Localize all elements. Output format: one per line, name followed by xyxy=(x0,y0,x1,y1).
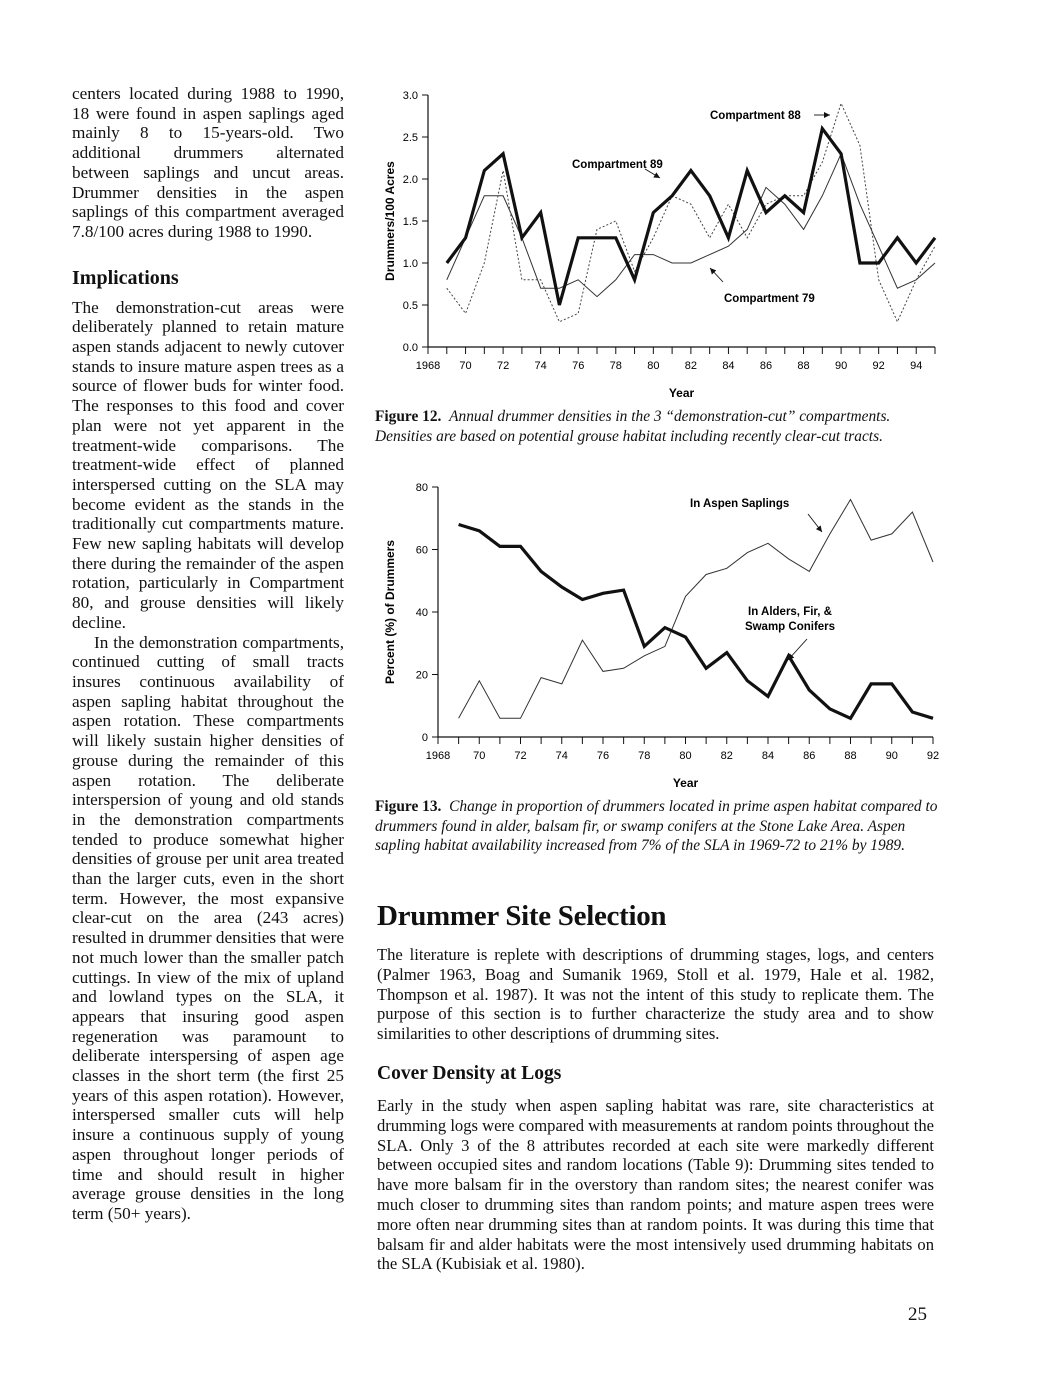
chart-annotation: Compartment 88 xyxy=(710,110,801,122)
x-tick-label: 80 xyxy=(679,750,692,762)
figure-label: Figure 12. xyxy=(375,408,442,425)
x-tick-label: 82 xyxy=(684,360,698,372)
x-axis-label: Year xyxy=(668,386,695,400)
figure-12-plot xyxy=(370,82,950,407)
series-line xyxy=(459,525,933,719)
x-tick-label: 92 xyxy=(872,360,885,372)
figure-12-chart xyxy=(370,82,950,407)
body-paragraph: In the demonstration compartments, continued cutting of small tracts insures continuous availability of aspen sapling habitat throughout the aspen rotation. These compartments will likely sustain higher densities of grouse during the remainder of this aspen rotation. The deliberate interspersion of young and old stands in the demonstration compartments tended to produce somewhat higher densities of grouse per unit area treated than the larger cuts, even in the short term. However, the most expansive clear-cut on the area (243 acres) resulted in drummer densities that were not much lower than the smaller patch cuttings. In view of the mix of upland and lowland types on the SLA, it appears that insuring good aspen regeneration was paramount to deliberate interspersing of aspen age classes in the short term (the first 25 years of this aspen rotation). However, interspersed smaller cuts will help insure a continuous supply of young aspen throughout longer periods of time and should result in higher average grouse densities in the long term (50+ years). xyxy=(72,632,344,1223)
x-tick-label: 1968 xyxy=(415,360,441,372)
y-tick-label: 1.0 xyxy=(402,258,418,270)
subsection-title: Cover Density at Logs xyxy=(377,1063,562,1084)
x-tick-label: 88 xyxy=(797,360,810,372)
y-axis-label: Percent (%) of Drummers xyxy=(383,539,397,685)
series-line xyxy=(447,103,935,321)
x-tick-label: 90 xyxy=(885,750,898,762)
x-tick-label: 84 xyxy=(761,750,775,762)
x-tick-label: 78 xyxy=(638,750,651,762)
y-tick-label: 20 xyxy=(415,669,428,682)
x-tick-label: 80 xyxy=(647,360,660,372)
body-paragraph: The demonstration-cut areas were deliberately planned to retain mature aspen stands adjacent to newly cutover stands to insure mature aspen trees as a source of flower buds for winter food. The responses to this food and cover plan were not yet apparent in the treatment-wide comparisons. The treatment-wide effect of planned interspersed cutting on the SLA may become evident as the stands in the traditionally cut compartments mature. Few new sapling habitats will develop there during the remainder of the aspen rotation, particularly in Compartment 80, and grouse densities will likely decline. xyxy=(72,297,344,632)
y-tick-label: 60 xyxy=(415,544,428,557)
caption-text: Annual drummer densities in the 3 “demonstration-cut” compartments. Densities are based on potential grouse habitat including recently clear-cut tracts. xyxy=(375,408,891,445)
x-tick-label: 82 xyxy=(720,750,733,762)
y-tick-label: 0.0 xyxy=(402,342,418,354)
x-tick-label: 76 xyxy=(596,750,610,762)
caption-text: Change in proportion of drummers located in prime aspen habitat compared to drummers found in alder, balsam fir, or swamp conifers at the Stone Lake Area. Aspen sapling habitat availability increased from 7% of the SLA in 1969-72 to 21% by 1989. xyxy=(375,798,938,854)
x-tick-label: 76 xyxy=(572,360,585,372)
left-column xyxy=(72,84,344,1224)
x-tick-label: 84 xyxy=(722,360,735,372)
y-axis-label: Drummers/100 Acres xyxy=(383,161,397,281)
series-line xyxy=(459,500,933,719)
chart-annotation: In Alders, Fir, & Swamp Conifers xyxy=(744,606,836,633)
section-heading-implications: Implications xyxy=(72,266,179,289)
chart-annotation: Compartment 79 xyxy=(724,293,815,305)
x-tick-label: 70 xyxy=(459,360,472,372)
x-tick-label: 70 xyxy=(473,750,486,762)
series-line xyxy=(447,129,935,305)
x-tick-label: 86 xyxy=(759,360,773,372)
body-paragraph: centers located during 1988 to 1990, 18 were found in aspen saplings aged mainly 8 to 15-years-old. Two additional drummers alternated between saplings and uncut areas. Drummer densities in the aspen saplings of this compartment averaged 7.8/100 acres during 1988 to 1990. xyxy=(72,84,344,241)
x-axis-label: Year xyxy=(672,776,699,790)
x-tick-label: 90 xyxy=(834,360,848,372)
y-tick-label: 40 xyxy=(415,607,428,619)
y-tick-label: 0 xyxy=(421,732,428,744)
figure-label: Figure 13. xyxy=(375,798,442,815)
x-tick-label: 88 xyxy=(844,750,857,762)
y-tick-label: 80 xyxy=(415,482,428,494)
y-tick-label: 3.0 xyxy=(402,90,418,102)
body-paragraph: Early in the study when aspen sapling habitat was rare, site characteristics at drumming logs were compared with measurements at random points throughout the SLA. Only 3 of the 8 attributes recorded at each site were markedly different between occupied sites and random locations (Table 9): Drumming sites tended to have more balsam fir in the overstory than random sites; the nearest conifer was much closer to drumming sites than random points; and mature aspen trees were more often near drumming sites than at random points. It was during this time that balsam fir and alder habitats were the most intensively used drumming habitats on the SLA (Kubisiak et al. 1980). xyxy=(377,1096,934,1274)
section-title: Drummer Site Selection xyxy=(377,900,667,932)
x-tick-label: 74 xyxy=(534,360,547,372)
chart-annotation: Compartment 89 xyxy=(572,159,663,171)
body-paragraph: The literature is replete with descriptions of drumming stages, logs, and centers (Palmer 1963, Boag and Sumanik 1969, Stoll et al. 1979, Hale et al. 1982, Thompson et al. 1987). It was not the intent of this study to replicate them. The purpose of this section is to further characterize the study area and to show similarities to other descriptions of drumming sites. xyxy=(377,945,934,1044)
x-tick-label: 74 xyxy=(555,750,568,762)
x-tick-label: 1968 xyxy=(425,750,451,762)
y-tick-label: 1.5 xyxy=(402,216,418,228)
x-tick-label: 78 xyxy=(609,360,622,372)
x-tick-label: 92 xyxy=(926,750,940,762)
figure-13-plot xyxy=(370,472,950,797)
y-tick-label: 2.0 xyxy=(402,174,418,186)
figure-12-caption xyxy=(375,407,940,446)
y-tick-label: 0.5 xyxy=(402,300,418,312)
chart-annotation: In Aspen Saplings xyxy=(690,498,790,510)
page-number: 25 xyxy=(908,1304,927,1325)
x-tick-label: 72 xyxy=(496,360,510,372)
x-tick-label: 94 xyxy=(910,360,923,372)
y-tick-label: 2.5 xyxy=(402,132,418,144)
x-tick-label: 86 xyxy=(803,750,816,762)
x-tick-label: 72 xyxy=(514,750,527,762)
figure-13-chart xyxy=(370,472,950,797)
figure-13-caption xyxy=(375,797,940,856)
